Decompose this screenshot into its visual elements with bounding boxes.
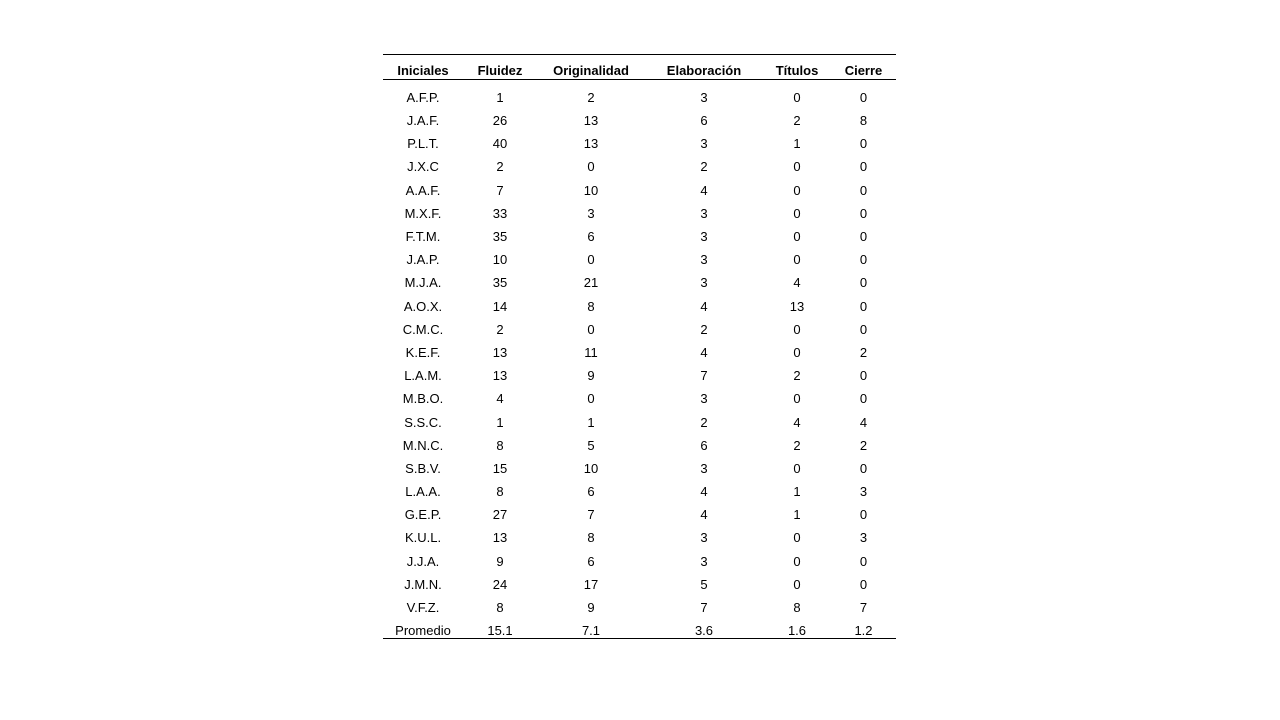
column-header-elaboration: Elaboración [666,63,742,78]
cell-originality: 1 [587,414,595,430]
cell-fluency: 35 [492,275,508,291]
column-header-titles: Títulos [775,63,819,78]
table-row [383,503,896,526]
cell-closure: 0 [859,576,868,592]
cell-fluency: 10 [492,252,508,268]
table-row [383,271,896,294]
cell-titles: 1 [793,484,801,500]
cell-titles: 0 [793,553,801,569]
cell-fluency: 1 [496,414,504,430]
cell-closure: 3 [859,530,868,546]
cell-elaboration: 3 [700,460,708,476]
cell-initials: J.A.P. [406,252,440,268]
cell-originality: 6 [587,553,595,569]
cell-initials: A.A.F. [405,182,441,198]
cell-fluency: 13 [492,368,508,384]
cell-titles: 2 [793,437,801,453]
cell-initials: J.A.F. [406,113,440,129]
cell-originality: 0 [587,391,595,407]
cell-fluency: 1 [496,89,504,105]
cell-fluency: 35 [492,229,508,245]
cell-closure: 0 [859,136,868,152]
cell-fluency: 2 [496,159,504,175]
cell-elaboration: 2 [700,321,708,337]
table-row [383,364,896,387]
cell-closure: 0 [859,159,868,175]
cell-fluency: 9 [496,553,504,569]
table-row [383,318,896,341]
cell-closure: 3 [859,484,868,500]
cell-originality: 21 [583,275,599,291]
average-fluency: 15.1 [487,623,513,639]
column-header-initials: Iniciales [397,63,449,78]
cell-elaboration: 2 [700,159,708,175]
cell-closure: 4 [859,414,868,430]
cell-initials: L.A.M. [404,368,442,384]
table-row [383,596,896,619]
table-row [383,550,896,573]
cell-initials: V.F.Z. [406,600,440,616]
cell-initials: M.B.O. [402,391,444,407]
table-row [383,410,896,433]
cell-initials: C.M.C. [402,321,444,337]
cell-originality: 7 [587,507,595,523]
table-row [383,80,896,110]
cell-originality: 17 [583,576,599,592]
cell-elaboration: 3 [700,530,708,546]
cell-closure: 0 [859,321,868,337]
column-header-closure: Cierre [844,63,883,78]
cell-titles: 4 [793,414,801,430]
table-row [383,155,896,178]
cell-originality: 13 [583,136,599,152]
cell-fluency: 7 [496,182,504,198]
cell-initials: M.N.C. [402,437,444,453]
cell-titles: 2 [793,113,801,129]
cell-closure: 0 [859,275,868,291]
table-row [383,341,896,364]
cell-closure: 0 [859,229,868,245]
cell-elaboration: 4 [700,344,708,360]
average-originality: 7.1 [581,623,601,639]
average-titles: 1.6 [787,623,807,639]
cell-closure: 0 [859,391,868,407]
cell-titles: 1 [793,507,801,523]
cell-titles: 2 [793,368,801,384]
cell-fluency: 26 [492,113,508,129]
table-row [383,434,896,457]
cell-initials: G.E.P. [404,507,442,523]
cell-elaboration: 4 [700,484,708,500]
cell-initials: J.X.C [407,159,439,175]
cell-fluency: 8 [496,484,504,500]
cell-originality: 0 [587,159,595,175]
column-header-fluency: Fluidez [477,63,523,78]
cell-initials: M.J.A. [404,275,442,291]
cell-closure: 8 [859,113,868,129]
table-row [383,248,896,271]
table-row [383,295,896,318]
table-row [383,132,896,155]
cell-fluency: 14 [492,298,508,314]
cell-closure: 0 [859,252,868,268]
cell-titles: 0 [793,576,801,592]
cell-fluency: 2 [496,321,504,337]
cell-fluency: 40 [492,136,508,152]
cell-elaboration: 6 [700,437,708,453]
cell-initials: J.J.A. [406,553,440,569]
cell-closure: 7 [859,600,868,616]
cell-titles: 0 [793,391,801,407]
column-header-originality: Originalidad [553,63,629,78]
cell-titles: 0 [793,159,801,175]
table-row [383,179,896,202]
cell-fluency: 13 [492,530,508,546]
cell-closure: 0 [859,182,868,198]
cell-initials: L.A.A. [405,484,441,500]
cell-elaboration: 3 [700,275,708,291]
table-header [383,55,896,80]
cell-titles: 0 [793,229,801,245]
cell-elaboration: 5 [700,576,708,592]
cell-elaboration: 4 [700,507,708,523]
cell-fluency: 13 [492,344,508,360]
cell-initials: K.E.F. [405,344,441,360]
scores-table [383,54,896,639]
cell-elaboration: 4 [700,182,708,198]
cell-closure: 0 [859,205,868,221]
cell-fluency: 24 [492,576,508,592]
cell-titles: 8 [793,600,801,616]
cell-closure: 0 [859,460,868,476]
table-row [383,225,896,248]
cell-originality: 6 [587,229,595,245]
cell-titles: 0 [793,252,801,268]
cell-elaboration: 2 [700,414,708,430]
cell-originality: 9 [587,600,595,616]
cell-titles: 0 [793,321,801,337]
cell-originality: 8 [587,530,595,546]
cell-closure: 0 [859,368,868,384]
cell-fluency: 33 [492,205,508,221]
cell-elaboration: 3 [700,391,708,407]
average-closure: 1.2 [854,623,873,639]
cell-originality: 11 [584,344,598,360]
cell-initials: A.O.X. [403,298,443,314]
cell-elaboration: 3 [700,229,708,245]
cell-elaboration: 3 [700,89,708,105]
cell-originality: 8 [587,298,595,314]
cell-elaboration: 3 [700,553,708,569]
cell-originality: 3 [587,205,595,221]
cell-titles: 0 [793,460,801,476]
table-body [383,80,896,639]
cell-closure: 0 [859,89,868,105]
cell-fluency: 8 [496,437,504,453]
cell-elaboration: 7 [700,368,708,384]
cell-titles: 0 [793,89,801,105]
cell-originality: 9 [587,368,595,384]
cell-closure: 0 [859,298,868,314]
cell-fluency: 15 [492,460,508,476]
cell-fluency: 27 [492,507,508,523]
cell-originality: 5 [587,437,595,453]
table-row [383,573,896,596]
cell-originality: 0 [587,321,595,337]
cell-originality: 6 [587,484,595,500]
cell-closure: 2 [859,437,868,453]
cell-fluency: 4 [496,391,504,407]
cell-initials: J.M.N. [404,576,442,592]
cell-titles: 0 [793,205,801,221]
average-elaboration: 3.6 [694,623,714,639]
table-row [383,387,896,410]
cell-initials: F.T.M. [405,229,441,245]
cell-titles: 4 [793,275,801,291]
header-row [383,55,896,80]
cell-closure: 2 [859,344,868,360]
cell-closure: 0 [859,553,868,569]
cell-initials: S.B.V. [405,460,441,476]
average-initials: Promedio [395,623,451,639]
average-row [383,619,896,639]
cell-originality: 13 [583,113,599,129]
cell-titles: 1 [793,136,801,152]
table-row [383,109,896,132]
cell-initials: A.F.P. [406,89,440,105]
cell-elaboration: 3 [700,205,708,221]
cell-elaboration: 3 [700,136,708,152]
table-row [383,202,896,225]
table-row [383,526,896,549]
cell-initials: M.X.F. [404,205,442,221]
table-row [383,480,896,503]
cell-titles: 0 [793,530,801,546]
table-row [383,457,896,480]
cell-titles: 0 [793,182,801,198]
cell-initials: K.U.L. [404,530,442,546]
cell-fluency: 8 [496,600,504,616]
cell-closure: 0 [859,507,868,523]
scores-table-container [383,54,896,639]
cell-originality: 10 [583,182,599,198]
cell-originality: 10 [583,460,599,476]
cell-elaboration: 6 [700,113,708,129]
cell-initials: P.L.T. [407,136,439,152]
cell-originality: 0 [587,252,595,268]
cell-elaboration: 7 [700,600,708,616]
cell-originality: 2 [587,89,595,105]
cell-titles: 0 [793,344,801,360]
cell-titles: 13 [789,298,805,314]
cell-elaboration: 4 [700,298,708,314]
cell-elaboration: 3 [700,252,708,268]
cell-initials: S.S.C. [404,414,442,430]
